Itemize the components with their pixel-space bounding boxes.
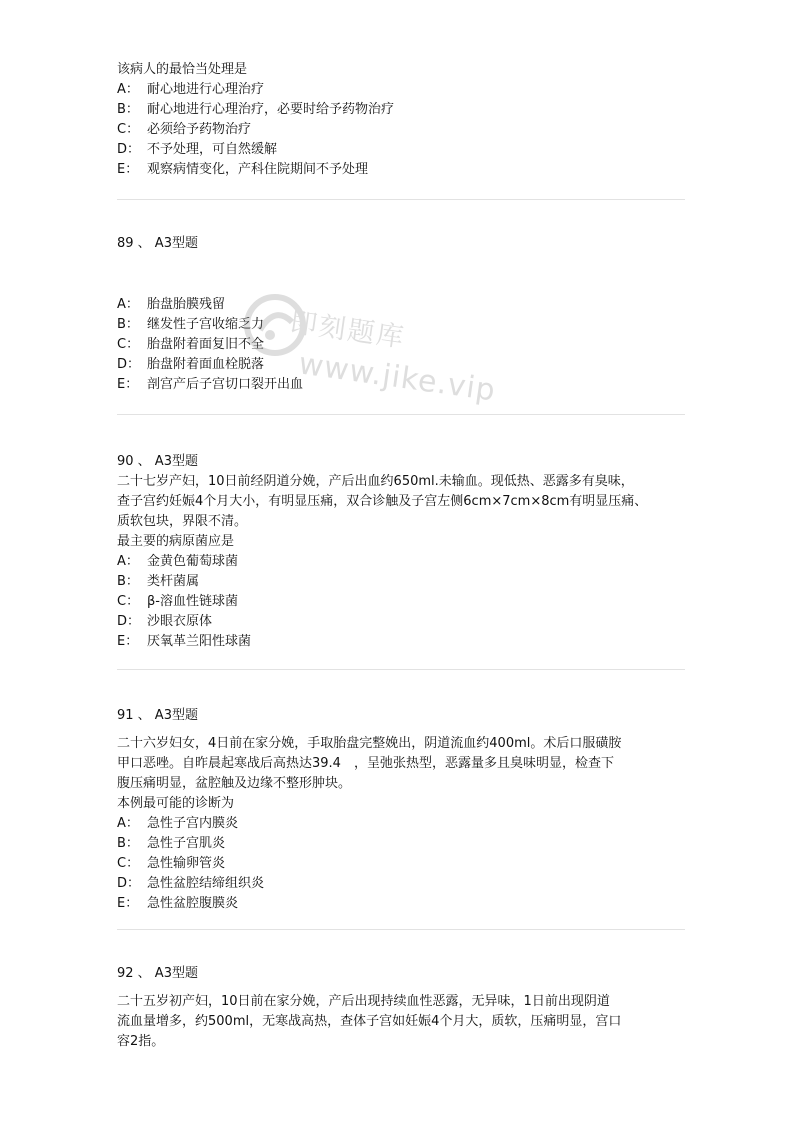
- option-b[interactable]: B： 耐心地进行心理治疗，必要时给予药物治疗: [117, 102, 395, 117]
- option-e[interactable]: E： 厌氧革兰阳性球菌: [117, 634, 252, 649]
- case-text-line-3: 腹压痛明显，盆腔触及边缘不整形肿块。: [117, 776, 352, 791]
- option-b[interactable]: B： 继发性子宫收缩乏力: [117, 317, 265, 332]
- option-b[interactable]: B： 类杆菌属: [117, 574, 200, 589]
- option-d[interactable]: D： 不予处理，可自然缓解: [117, 142, 278, 157]
- case-text-line-1: 二十七岁产妇，10日前经阴道分娩，产后出血约650ml.未输血。现低热、恶露多有臭味，: [117, 474, 634, 489]
- option-d[interactable]: D： 沙眼衣原体: [117, 614, 213, 629]
- question-91: [117, 706, 685, 914]
- case-text-line-2: 查子宫约妊娠4个月大小，有明显压痛，双合诊触及子宫左侧6cm×7cm×8cm有明显压痛、: [117, 494, 648, 509]
- separator: [117, 929, 685, 930]
- option-d[interactable]: D： 胎盘附着面血栓脱落: [117, 357, 265, 372]
- option-c[interactable]: C： 急性输卵管炎: [117, 856, 226, 871]
- question-stem: 该病人的最恰当处理是: [117, 62, 248, 77]
- case-text-line-1: 二十六岁妇女，4日前在家分娩，手取胎盘完整娩出，阴道流血约400ml。术后口服磺胺: [117, 736, 622, 751]
- option-e[interactable]: E： 观察病情变化，产科住院期间不予处理: [117, 162, 369, 177]
- option-c[interactable]: C： β-溶血性链球菌: [117, 594, 238, 609]
- option-e[interactable]: E： 急性盆腔腹膜炎: [117, 896, 239, 911]
- question-block-continued: [117, 60, 685, 180]
- question-89: [117, 234, 685, 258]
- separator: [117, 669, 685, 670]
- separator: [117, 414, 685, 415]
- option-a[interactable]: A： 急性子宫内膜炎: [117, 816, 239, 831]
- watermark-text-en: www.jike.vip: [296, 346, 498, 409]
- option-c[interactable]: C： 必须给予药物治疗: [117, 122, 252, 137]
- separator: [117, 199, 685, 200]
- watermark-text-cn: 即刻题库: [287, 307, 408, 354]
- question-89-options: [117, 295, 685, 395]
- option-a[interactable]: A： 金黄色葡萄球菌: [117, 554, 239, 569]
- question-header: 92 、 A3型题: [117, 966, 198, 981]
- question-stem: 本例最可能的诊断为: [117, 796, 235, 811]
- option-d[interactable]: D： 急性盆腔结缔组织炎: [117, 876, 265, 891]
- option-e[interactable]: E： 剖宫产后子宫切口裂开出血: [117, 377, 304, 392]
- case-text-line-3: 质软包块，界限不清。: [117, 514, 248, 529]
- question-stem: 最主要的病原菌应是: [117, 534, 235, 549]
- question-90: [117, 452, 685, 652]
- case-text-line-3: 容2指。: [117, 1034, 165, 1049]
- case-text-line-2: 甲口恶唑。自昨晨起寒战后高热达39.4 ，呈弛张热型，恶露量多且臭味明显，检查下: [117, 756, 614, 771]
- option-b[interactable]: B： 急性子宫肌炎: [117, 836, 226, 851]
- question-header: 89 、 A3型题: [117, 236, 198, 251]
- option-a[interactable]: A： 耐心地进行心理治疗: [117, 82, 265, 97]
- option-c[interactable]: C： 胎盘附着面复旧不全: [117, 337, 265, 352]
- option-a[interactable]: A： 胎盘胎膜残留: [117, 297, 226, 312]
- question-92: [117, 964, 685, 1052]
- question-header: 91 、 A3型题: [117, 708, 198, 723]
- case-text-line-1: 二十五岁初产妇，10日前在家分娩，产后出现持续血性恶露，无异味，1日前出现阴道: [117, 994, 610, 1009]
- case-text-line-2: 流血量增多，约500ml，无寒战高热，查体子宫如妊娠4个月大，质软，压痛明显，宫口: [117, 1014, 622, 1029]
- question-header: 90 、 A3型题: [117, 454, 198, 469]
